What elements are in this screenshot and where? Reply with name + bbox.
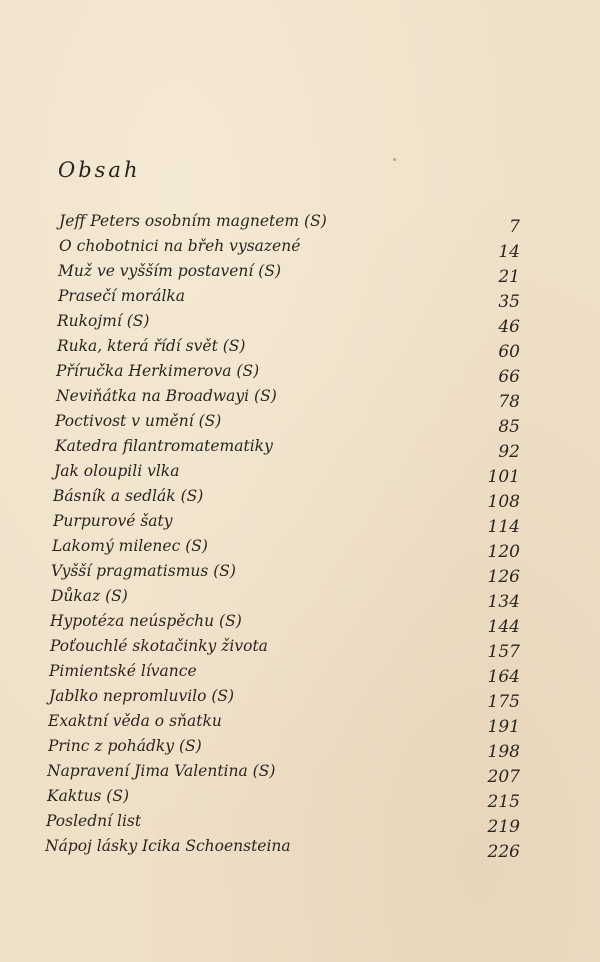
toc-entry <box>0 385 600 410</box>
toc-entry <box>0 760 600 785</box>
toc-entry-page: 164 <box>487 667 520 687</box>
toc-entry-page: 7 <box>509 217 520 237</box>
toc-entry <box>0 635 600 660</box>
toc-entry-title: Exaktní věda o sňatku <box>48 712 222 730</box>
toc-entry-title: Pimientské lívance <box>49 662 197 680</box>
toc-entry-title: Prasečí morálka <box>58 287 186 305</box>
toc-entry <box>0 660 600 685</box>
toc-entry <box>0 735 600 760</box>
toc-entry-title: Poslední list <box>46 812 142 830</box>
toc-entry-page: 21 <box>498 267 520 287</box>
toc-entry-title: Ruka, která řídí svět (S) <box>57 337 246 355</box>
toc-entry-title: Poctivost v umění (S) <box>55 412 222 430</box>
toc-entry <box>0 485 600 510</box>
toc-entry-title: Jak oloupili vlka <box>54 462 180 480</box>
toc-entry-title: Důkaz (S) <box>51 587 128 605</box>
toc-entry <box>0 460 600 485</box>
toc-entry-title: Purpurové šaty <box>53 512 173 530</box>
toc-entry-title: Básník a sedlák (S) <box>53 487 204 505</box>
toc-entry-title: Jablko nepromluvilo (S) <box>49 687 235 705</box>
toc-entry-title: Katedra filantromatematiky <box>55 437 273 455</box>
toc-entry <box>0 210 600 235</box>
table-of-contents <box>0 210 600 860</box>
toc-entry-title: Lakomý milenec (S) <box>52 537 208 555</box>
toc-entry-page: 191 <box>487 717 520 737</box>
toc-entry <box>0 260 600 285</box>
toc-entry-page: 78 <box>498 392 520 412</box>
toc-entry-title: Jeff Peters osobním magnetem (S) <box>59 212 327 230</box>
toc-entry-title: Rukojmí (S) <box>57 312 150 330</box>
toc-entry <box>0 710 600 735</box>
toc-entry-title: Vyšší pragmatismus (S) <box>51 562 236 580</box>
toc-entry-page: 108 <box>487 492 520 512</box>
toc-entry-page: 175 <box>487 692 520 712</box>
toc-entry-page: 66 <box>498 367 520 387</box>
toc-entry-title: Neviňátka na Broadwayi (S) <box>56 387 277 405</box>
toc-entry-title: Kaktus (S) <box>47 787 130 805</box>
toc-entry-page: 14 <box>498 242 520 262</box>
toc-entry <box>0 510 600 535</box>
toc-entry <box>0 535 600 560</box>
toc-entry-title: Muž ve vyšším postavení (S) <box>58 262 281 280</box>
toc-entry-page: 46 <box>498 317 520 337</box>
toc-entry <box>0 560 600 585</box>
toc-entry-page: 101 <box>487 467 520 487</box>
toc-entry-page: 198 <box>487 742 520 762</box>
toc-entry <box>0 610 600 635</box>
toc-entry <box>0 285 600 310</box>
toc-entry-page: 114 <box>487 517 520 537</box>
toc-entry <box>0 785 600 810</box>
toc-entry-title: Poťouchlé skotačinky života <box>50 637 268 655</box>
toc-entry-title: Napravení Jima Valentina (S) <box>47 762 276 780</box>
toc-entry <box>0 810 600 835</box>
toc-entry-title: Princ z pohádky (S) <box>48 737 202 755</box>
toc-entry-page: 85 <box>498 417 520 437</box>
toc-entry <box>0 235 600 260</box>
toc-entry-page: 35 <box>498 292 520 312</box>
toc-entry <box>0 310 600 335</box>
toc-entry <box>0 835 600 860</box>
toc-entry <box>0 685 600 710</box>
toc-entry <box>0 410 600 435</box>
toc-entry <box>0 360 600 385</box>
toc-entry-page: 144 <box>487 617 520 637</box>
toc-entry-page: 219 <box>487 817 520 837</box>
toc-entry-title: Hypotéza neúspěchu (S) <box>50 612 242 630</box>
toc-entry-page: 60 <box>498 342 520 362</box>
toc-entry <box>0 335 600 360</box>
toc-entry <box>0 585 600 610</box>
toc-entry-page: 120 <box>487 542 520 562</box>
toc-entry-title: O chobotnici na břeh vysazené <box>59 237 301 255</box>
toc-entry-page: 207 <box>487 767 520 787</box>
page-title: Obsah <box>58 158 141 182</box>
toc-entry-title: Nápoj lásky Icika Schoensteina <box>45 837 291 855</box>
toc-entry-page: 226 <box>487 842 520 862</box>
toc-entry-page: 134 <box>487 592 520 612</box>
toc-entry <box>0 435 600 460</box>
toc-entry-page: 215 <box>487 792 520 812</box>
toc-entry-page: 92 <box>498 442 520 462</box>
toc-entry-title: Příručka Herkimerova (S) <box>56 362 260 380</box>
toc-entry-page: 126 <box>487 567 520 587</box>
paper-speck <box>393 158 396 161</box>
toc-entry-page: 157 <box>487 642 520 662</box>
